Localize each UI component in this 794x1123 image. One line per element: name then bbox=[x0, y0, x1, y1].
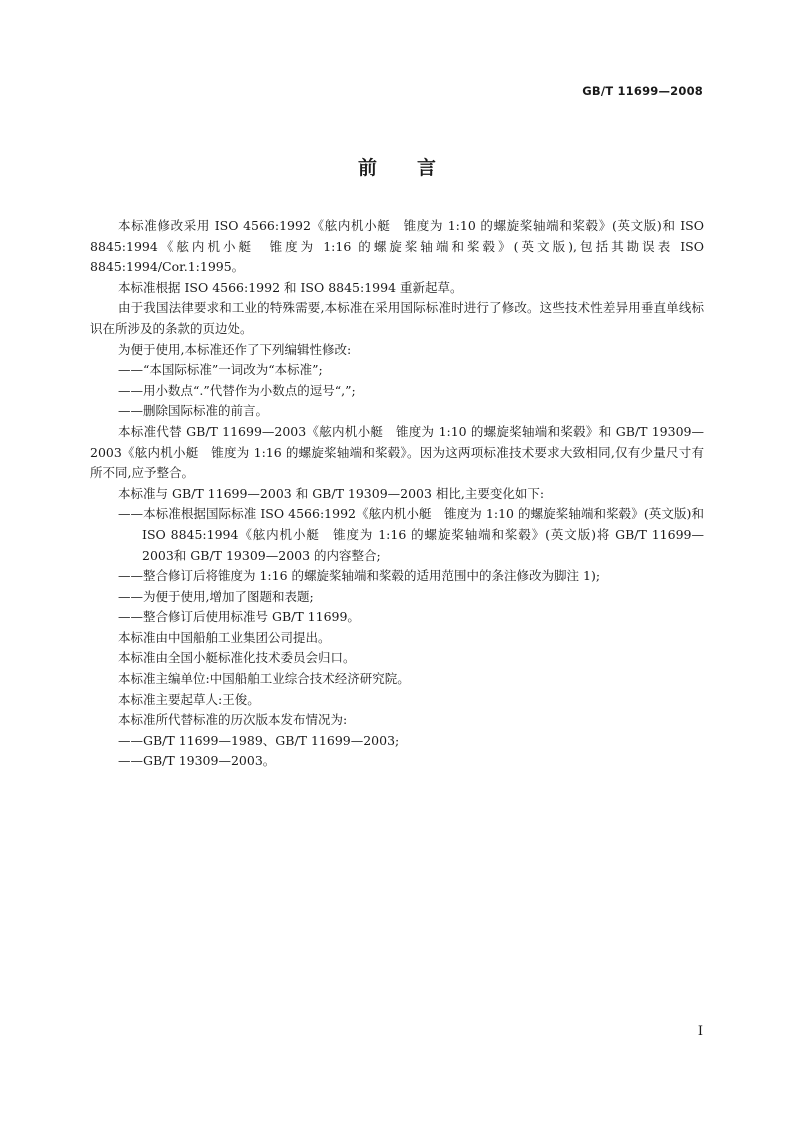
paragraph-modification: 由于我国法律要求和工业的特殊需要,本标准在采用国际标准时进行了修改。这些技术性差异用垂直单线标识在所涉及的条款的页边处。 bbox=[90, 300, 704, 336]
list-item-editorial: ——用小数点“.”代替作为小数点的逗号“,”; bbox=[118, 382, 356, 398]
paragraph-drafting-unit: 本标准主编单位:中国船舶工业综合技术经济研究院。 bbox=[118, 671, 410, 687]
list-item-history: ——GB/T 19309—2003。 bbox=[118, 753, 276, 769]
page-number: I bbox=[697, 1024, 703, 1039]
standard-code: GB/T 11699—2008 bbox=[582, 84, 703, 98]
page-title: 前言 bbox=[357, 157, 476, 179]
paragraph-proposer: 本标准由中国船舶工业集团公司提出。 bbox=[118, 629, 331, 645]
paragraph-redrafted: 本标准根据 ISO 4566:1992 和 ISO 8845:1994 重新起草。 bbox=[118, 279, 463, 295]
list-item-history: ——GB/T 11699—1989、GB/T 11699—2003; bbox=[118, 732, 400, 748]
list-item-change: ——本标准根据国际标准 ISO 4566:1992《舷内机小艇 锥度为 1:10 的螺旋桨轴端和桨毂》(英文版)和 ISO 8845:1994《舷内机小艇 锥度为 1:16 的螺旋桨轴端和桨毂》(英文版)将 GB/T 11699—2003和 GB/T 19309—2003 的内容整合; bbox=[118, 506, 704, 563]
paragraph-drafters: 本标准主要起草人:王俊。 bbox=[118, 691, 260, 707]
list-item-change: ——为便于使用,增加了图题和表题; bbox=[118, 588, 314, 604]
paragraph-committee: 本标准由全国小艇标准化技术委员会归口。 bbox=[118, 650, 356, 666]
paragraph-replaces: 本标准代替 GB/T 11699—2003《舷内机小艇 锥度为 1:10 的螺旋桨轴端和桨毂》和 GB/T 19309—2003《舷内机小艇 锥度为 1:16 的螺旋桨轴端和桨毂》。因为这两项标准技术要求大致相同,仅有少量尺寸有所不同,应予整合。 bbox=[90, 423, 704, 481]
paragraph-history-intro: 本标准所代替标准的历次版本发布情况为: bbox=[118, 712, 348, 728]
paragraph-changes-intro: 本标准与 GB/T 11699—2003 和 GB/T 19309—2003 相比,主要变化如下: bbox=[118, 485, 545, 501]
list-item-editorial: ——“本国际标准”一词改为“本标准”; bbox=[118, 362, 323, 378]
list-item-change: ——整合修订后将锥度为 1:16 的螺旋桨轴端和桨毂的适用范围中的条注修改为脚注 1); bbox=[118, 568, 601, 584]
paragraph-editorial-intro: 为便于使用,本标准还作了下列编辑性修改: bbox=[118, 341, 352, 357]
paragraph-adoption: 本标准修改采用 ISO 4566:1992《舷内机小艇 锥度为 1:10 的螺旋桨轴端和桨毂》(英文版)和 ISO 8845:1994《舷内机小艇 锥度为 1:16 的螺旋桨轴端和桨毂》(英文版),包括其勘误表 ISO 8845:1994/Cor.1:1995。 bbox=[90, 218, 704, 275]
list-item-change: ——整合修订后使用标准号 GB/T 11699。 bbox=[118, 609, 360, 625]
foreword-body bbox=[90, 216, 704, 772]
list-item-editorial: ——删除国际标准的前言。 bbox=[118, 403, 269, 419]
